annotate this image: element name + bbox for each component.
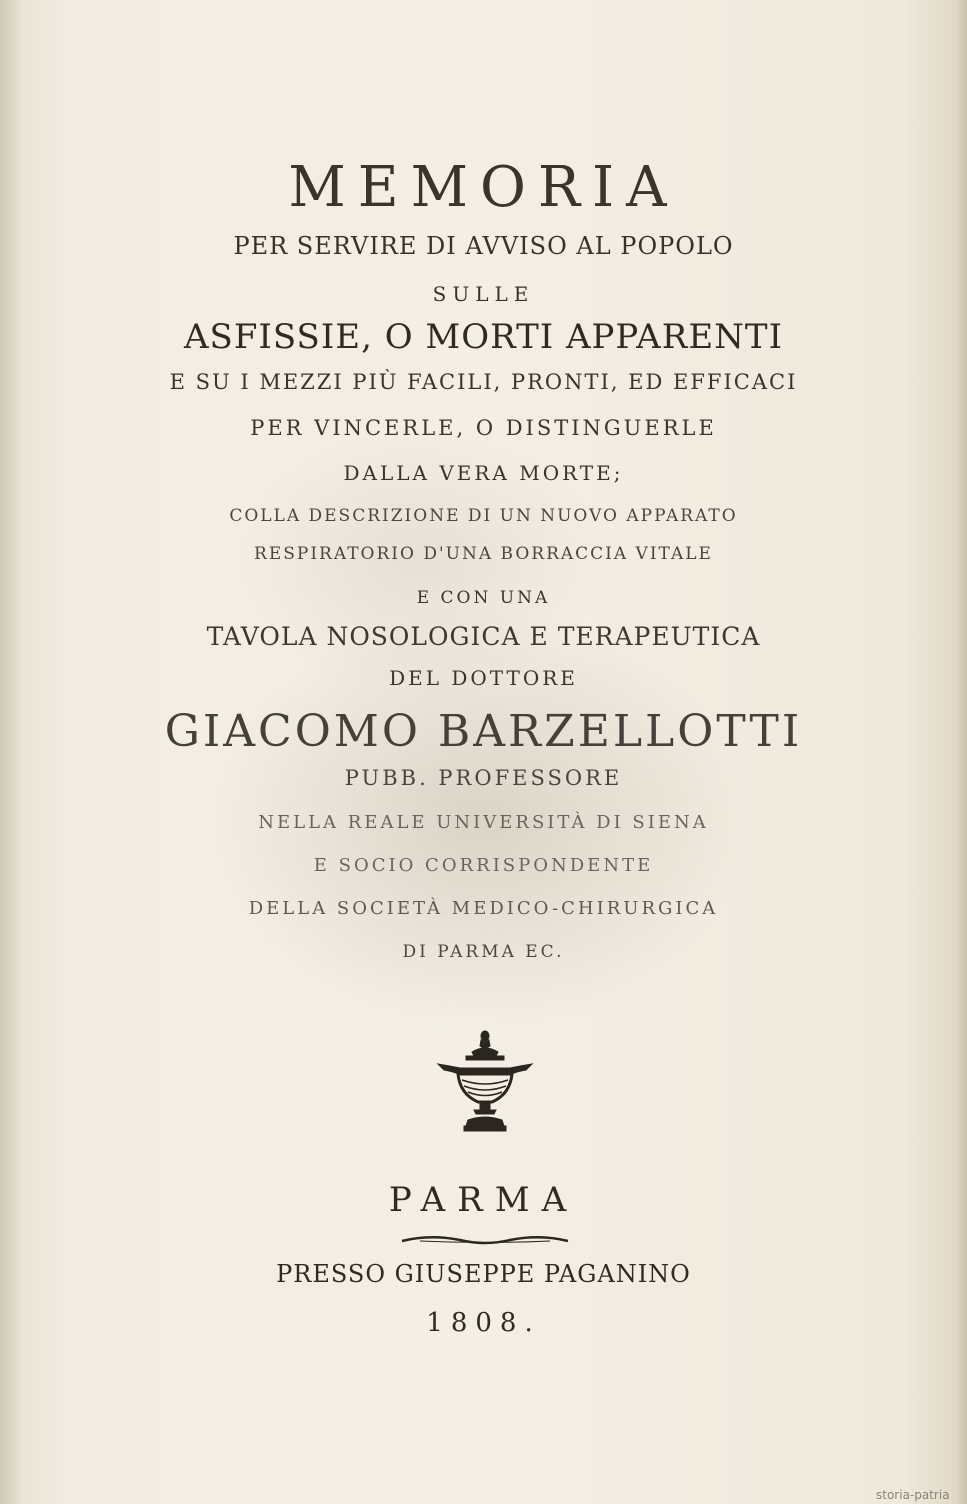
subtitle-line: E SU I MEZZI PIÙ FACILI, PRONTI, ED EFFICACI <box>169 370 798 394</box>
subtitle-line: E CON UNA <box>416 588 551 608</box>
author-credential: NELLA REALE UNIVERSITÀ DI SIENA <box>258 812 709 833</box>
watermark: storia-patria <box>876 1488 950 1502</box>
subtitle-line: COLLA DESCRIZIONE DI UN NUOVO APPARATO <box>229 506 738 526</box>
author-credential: PUBB. PROFESSORE <box>344 766 623 790</box>
author-credential: DELLA SOCIETÀ MEDICO-CHIRURGICA <box>248 898 719 919</box>
publication-year: 1808. <box>426 1308 541 1338</box>
author-name: GIACOMO BARZELLOTTI <box>164 706 803 757</box>
subtitle-line: PER VINCERLE, O DISTINGUERLE <box>250 416 717 440</box>
book-title: MEMORIA <box>288 155 679 220</box>
subtitle-line: TAVOLA NOSOLOGICA E TERAPEUTICA <box>206 622 761 651</box>
subtitle-line: ASFISSIE, O MORTI APPARENTI <box>183 317 784 357</box>
subtitle-line: PER SERVIRE DI AVVISO AL POPOLO <box>233 232 734 260</box>
place-of-publication: PARMA <box>388 1180 579 1220</box>
subtitle-line: RESPIRATORIO D'UNA BORRACCIA VITALE <box>254 544 713 564</box>
urn-ornament-icon <box>430 1030 540 1135</box>
author-credential: DI PARMA EC. <box>402 942 565 962</box>
subtitle-line: DALLA VERA MORTE; <box>343 461 624 485</box>
author-credential: E SOCIO CORRISPONDENTE <box>313 855 654 876</box>
subtitle-line: SULLE <box>432 282 535 306</box>
swash-rule-icon <box>400 1232 570 1250</box>
author-intro: DEL DOTTORE <box>389 666 578 690</box>
publisher: PRESSO GIUSEPPE PAGANINO <box>276 1260 691 1288</box>
